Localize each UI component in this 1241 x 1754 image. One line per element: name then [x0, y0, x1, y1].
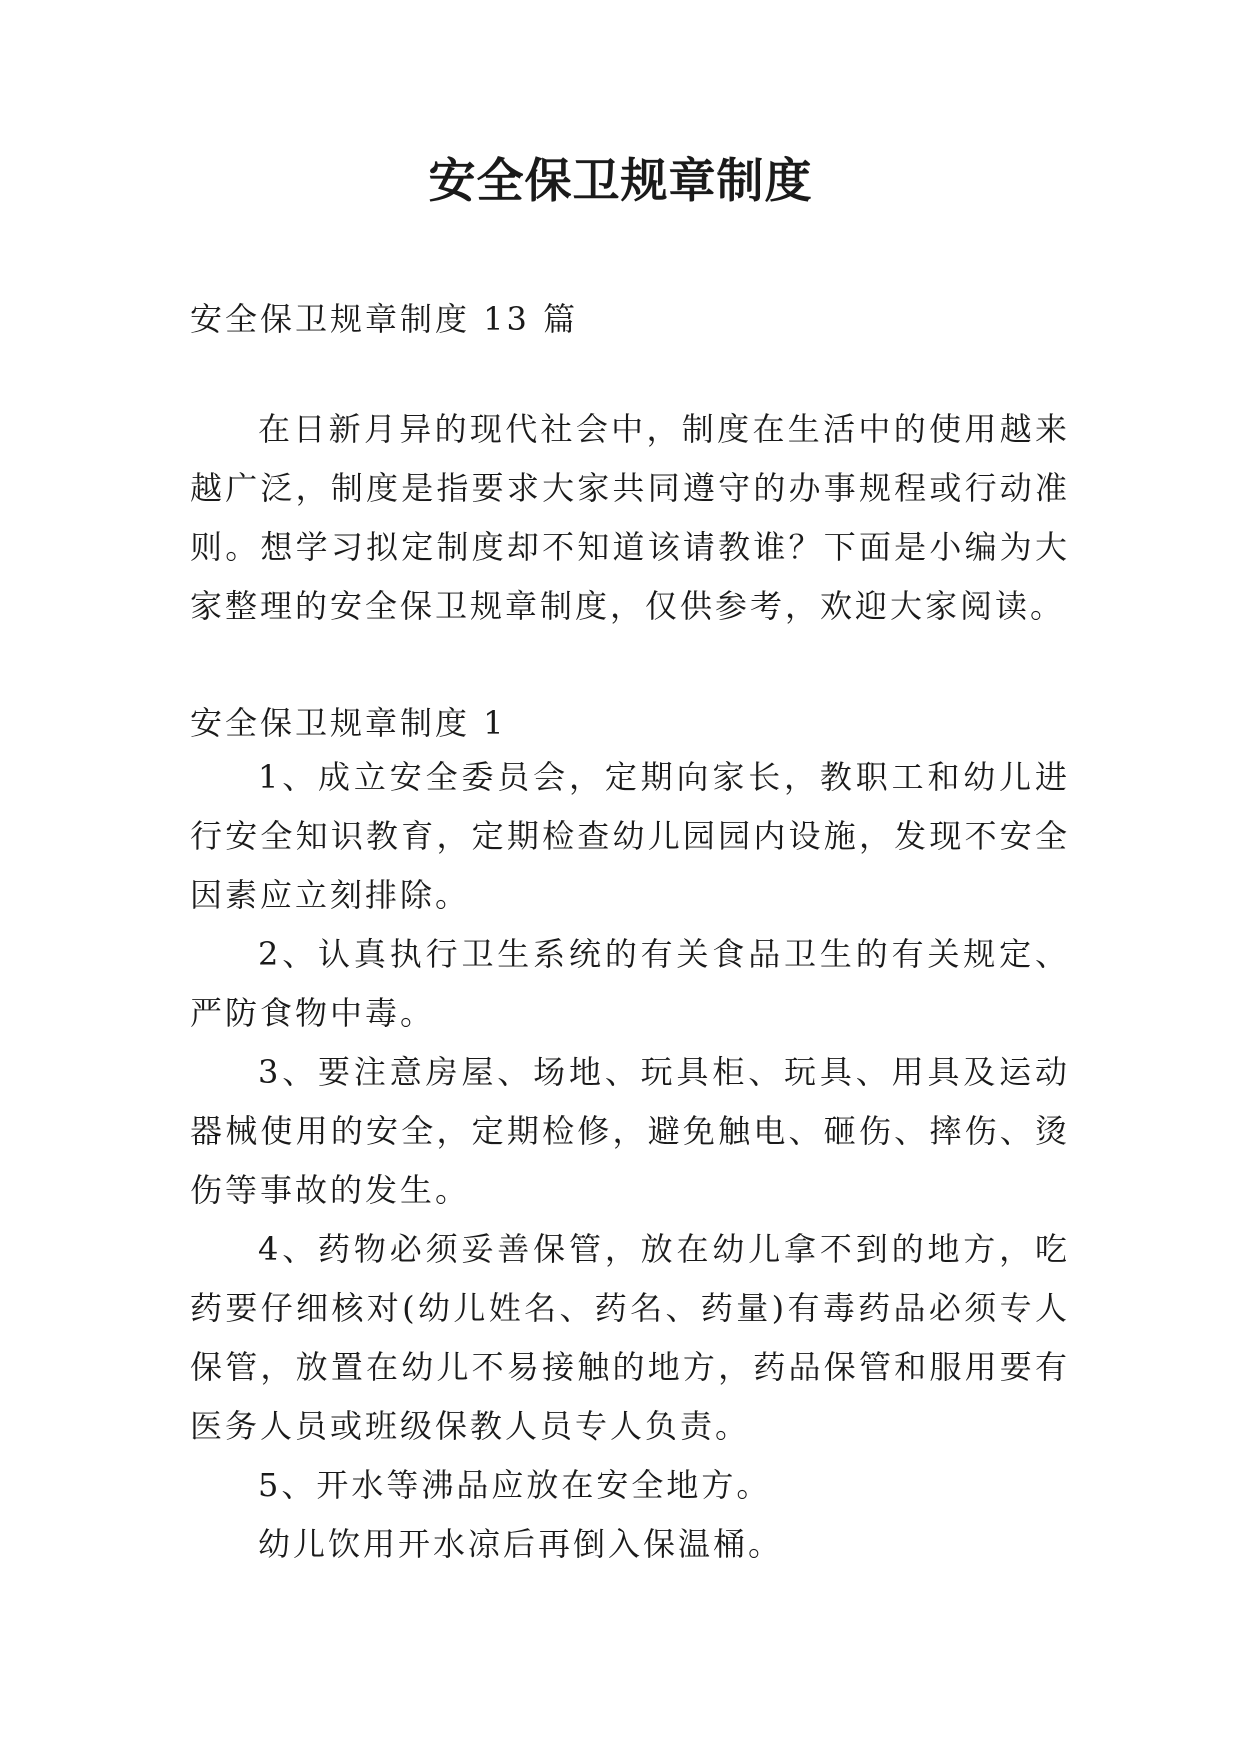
rule-item-6: 幼儿饮用开水凉后再倒入保温桶。 [258, 1525, 784, 1563]
rule-item-3: 3、要注意房屋、场地、玩具柜、玩具、用具及运动器械使用的安全，定期检修，避免触电、砸伤、摔伤、烫伤等事故的发生。 [190, 1053, 1070, 1209]
rule-item-1: 1、成立安全委员会，定期向家长，教职工和幼儿进行安全知识教育，定期检查幼儿园园内设施，发现不安全因素应立刻排除。 [190, 758, 1070, 914]
intro-paragraph: 在日新月异的现代社会中，制度在生活中的使用越来越广泛，制度是指要求大家共同遵守的办事规程或行动准则。想学习拟定制度却不知道该请教谁？下面是小编为大家整理的安全保卫规章制度，仅供参考，欢迎大家阅读。 [190, 410, 1070, 625]
document-subtitle: 安全保卫规章制度 13 篇 [190, 300, 579, 338]
rule-item-5: 5、开水等沸品应放在安全地方。 [258, 1466, 772, 1504]
rule-item-4: 4、药物必须妥善保管，放在幼儿拿不到的地方，吃药要仔细核对(幼儿姓名、药名、药量)有毒药品必须专人保管，放置在幼儿不易接触的地方，药品保管和服用要有医务人员或班级保教人员专人负责。 [190, 1230, 1070, 1445]
rules-list [190, 748, 1070, 1574]
rule-item-2: 2、认真执行卫生系统的有关食品卫生的有关规定、严防食物中毒。 [190, 935, 1070, 1032]
page-title: 安全保卫规章制度 [428, 154, 813, 209]
section-heading: 安全保卫规章制度 1 [190, 704, 507, 742]
